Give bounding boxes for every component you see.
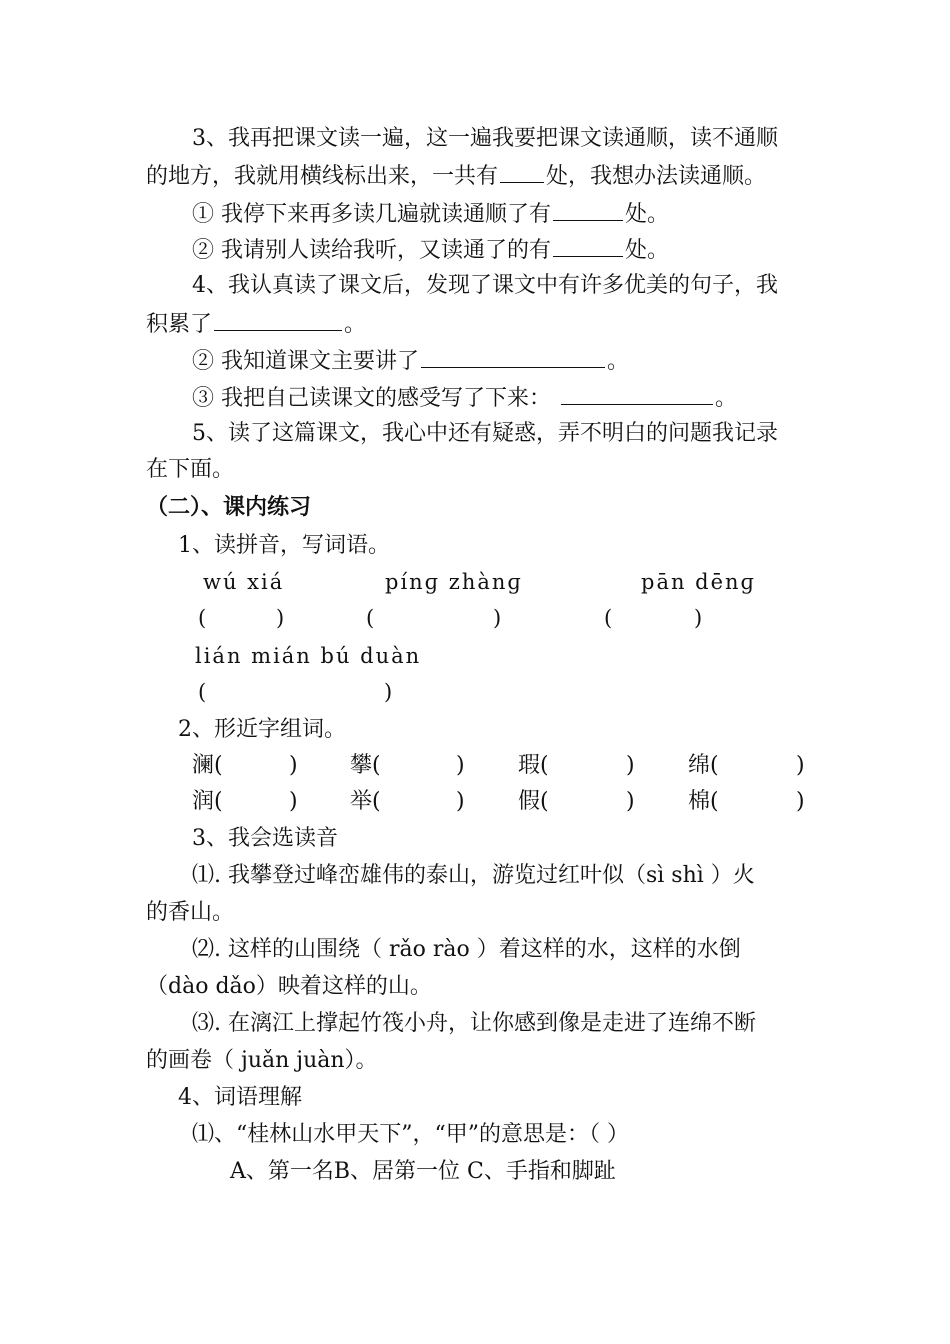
char-lan-close: ) [289,753,298,778]
q4-sub2-blank[interactable] [421,345,605,368]
q4-sub3-text: ③ 我把自己读课文的感受写了下来： [192,386,551,411]
answer-4-close: ) [384,680,393,704]
pinyin-4: lián mián bú duàn [195,644,422,668]
q3-sub2-text: ② 我请别人读给我听，又读通了的有 [192,238,551,263]
pinyin-3: pān dēnɡ [641,570,757,594]
q3-sub2-blank[interactable] [553,234,623,257]
q3-sub1-text: ① 我停下来再多读几遍就读通顺了有 [192,202,551,227]
q3-line2-tail: 处，我想办法读通顺。 [546,164,767,189]
char-mian2: 棉( [688,789,719,814]
char-ju-close: ) [456,789,465,814]
answer-2-open: ( [366,606,375,630]
section2-title: （二）、课内练习 [146,495,312,520]
q4-line2-text: 积累了 [146,312,213,337]
q4-sub3 [192,382,737,414]
q4-sub3-tail: 。 [715,386,738,411]
q4-line2-tail: 。 [344,312,367,337]
q3-count-blank[interactable] [500,160,544,183]
ex4-item1: ⑴、“桂林山水甲天下”，“甲”的意思是：（ ） [192,1122,629,1147]
q3-line2 [146,160,766,192]
answer-1-open: ( [198,606,207,630]
ex3-item2-line2: （dào dǎo）映着这样的山。 [146,974,432,999]
q3-sub1-tail: 处。 [625,202,670,227]
answer-2-close: ) [493,606,502,630]
char-jia: 假( [518,789,549,814]
ex3-item2-line1: ⑵. 这样的山围绕（ rǎo rào ）着这样的水，这样的水倒 [192,937,741,962]
answer-3-close: ) [694,606,703,630]
char-mian: 绵( [688,753,719,778]
q4-sentences-blank[interactable] [214,308,342,331]
pinyin-2: pínɡ zhànɡ [385,570,523,594]
ex4-options: A、第一名B、居第一位 C、手指和脚趾 [230,1159,616,1184]
ex2-title: 2、形近字组词。 [178,717,346,742]
answer-1-close: ) [276,606,285,630]
char-mian2-close: ) [796,789,805,814]
q4-sub3-blank[interactable] [561,382,713,405]
char-run: 润( [192,789,223,814]
char-pan-close: ) [456,753,465,778]
char-jia-close: ) [626,789,635,814]
ex3-title: 3、我会选读音 [192,826,338,851]
q4-line2 [146,308,366,340]
q4-sub2-text: ② 我知道课文主要讲了 [192,349,419,374]
ex4-title: 4、词语理解 [178,1085,302,1110]
ex3-item3-line2: 的画卷（ juǎn juàn）。 [146,1048,378,1073]
q4-sub2-tail: 。 [607,349,630,374]
ex3-item3-line1: ⑶. 在漓江上撑起竹筏小舟，让你感到像是走进了连绵不断 [192,1011,756,1036]
ex3-item1-line2: 的香山。 [146,900,235,925]
q3-sub2-tail: 处。 [625,238,670,263]
char-mian-close: ) [796,753,805,778]
q3-line2-text: 的地方，我就用横线标出来，一共有 [146,164,499,189]
q4-sub2 [192,345,629,377]
ex3-item1-line1: ⑴. 我攀登过峰峦雄伟的泰山，游览过红叶似（sì shì ）火 [192,863,755,888]
char-ju: 举( [350,789,381,814]
q3-sub1 [192,198,669,230]
char-xia-close: ) [626,753,635,778]
char-pan: 攀( [350,753,381,778]
pinyin-1: wú xiá [203,570,285,594]
q4-line1: 4、我认真读了课文后，发现了课文中有许多优美的句子，我 [192,273,778,298]
q3-line1: 3、我再把课文读一遍，这一遍我要把课文读通顺，读不通顺 [192,126,778,151]
char-run-close: ) [289,789,298,814]
q3-sub1-blank[interactable] [553,198,623,221]
char-xia: 瑕( [518,753,549,778]
answer-4-open: ( [198,680,207,704]
answer-3-open: ( [604,606,613,630]
char-lan: 澜( [192,753,223,778]
ex1-title: 1、读拼音，写词语。 [178,533,390,558]
q3-sub2 [192,234,669,266]
q5-line2: 在下面。 [146,457,235,482]
q5-line1: 5、读了这篇课文，我心中还有疑惑，弄不明白的问题我记录 [192,421,778,446]
